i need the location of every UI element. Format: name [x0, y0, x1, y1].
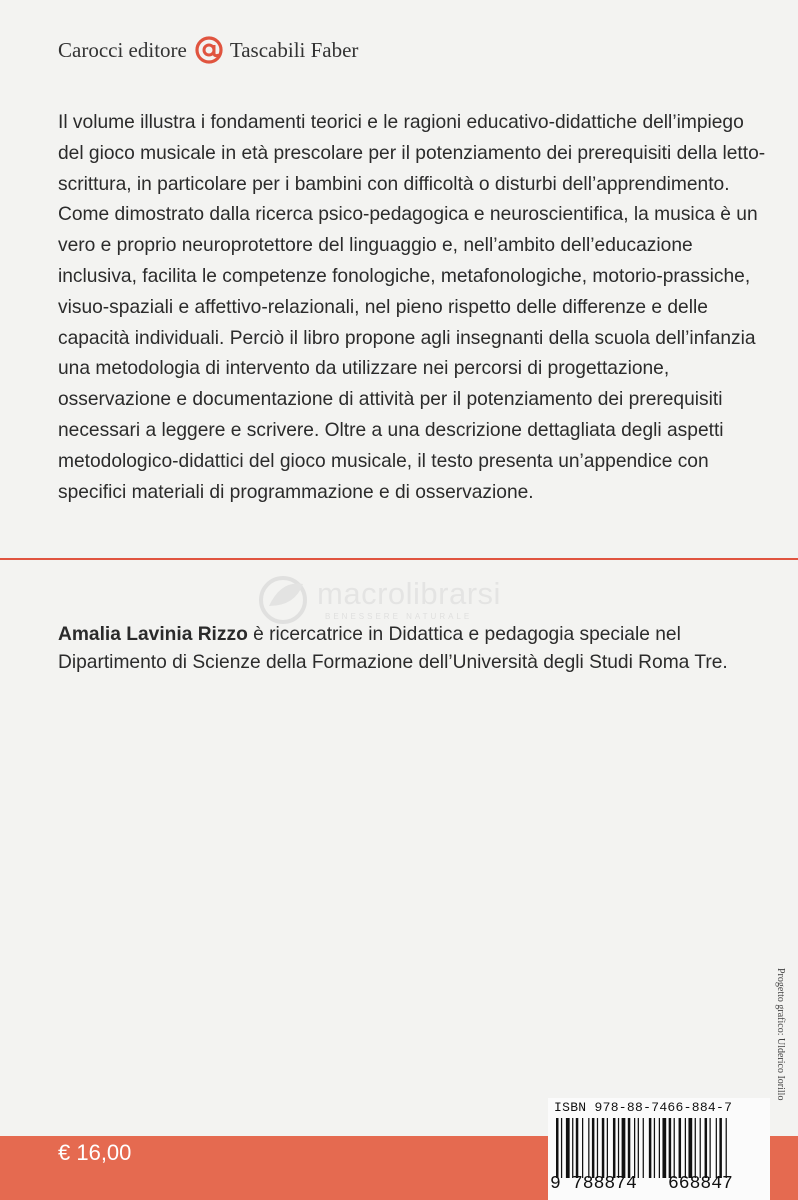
- price: € 16,00: [58, 1140, 132, 1165]
- barcode-bar: [602, 1118, 605, 1178]
- barcode-bar: [669, 1118, 672, 1178]
- barcode-bar: [566, 1118, 570, 1178]
- barcode-bar: [628, 1118, 631, 1178]
- barcode-bar: [688, 1118, 692, 1178]
- series-name: Tascabili Faber: [229, 37, 359, 62]
- leaf-logo-icon: [255, 572, 315, 628]
- design-credit: [773, 968, 789, 1108]
- barcode-bar: [643, 1118, 644, 1178]
- barcode-bar: [597, 1118, 598, 1178]
- barcode-bar: [576, 1118, 579, 1178]
- barcode-bar: [561, 1118, 562, 1178]
- barcode-bar: [654, 1118, 655, 1178]
- barcode-bar: [618, 1118, 619, 1178]
- barcode-bar: [634, 1118, 635, 1178]
- watermark-brand: macrolibrarsi: [317, 576, 501, 611]
- barcode-bar: [685, 1118, 686, 1178]
- barcode-bar: [674, 1118, 675, 1178]
- watermark-tagline: BENESSERE NATURALE: [325, 612, 473, 621]
- author-bio-text: è ricercatrice in Didattica e pedagogia speciale nel Dipartimento di Scienze della Formazione dell’Università degli Studi Roma Tre.: [58, 624, 728, 673]
- barcode-bar: [710, 1118, 711, 1178]
- barcode-area: [548, 1098, 770, 1200]
- barcode-bar: [556, 1118, 559, 1178]
- isbn-label: ISBN 978-88-7466-884-7: [554, 1100, 733, 1115]
- section-divider: [0, 558, 798, 560]
- barcode-bar: [679, 1118, 682, 1178]
- barcode-digits-right: 668847: [668, 1174, 733, 1194]
- barcode-bar: [662, 1118, 666, 1178]
- barcode-bar: [613, 1118, 616, 1178]
- barcode-bar: [622, 1118, 626, 1178]
- barcode-bar: [719, 1118, 722, 1178]
- author-bio: [58, 621, 778, 677]
- book-description: [58, 108, 770, 508]
- barcode-bar: [695, 1118, 696, 1178]
- cover-header: [58, 36, 358, 64]
- barcode-bar: [716, 1118, 717, 1178]
- barcode-bar: [638, 1118, 639, 1178]
- barcode-bar: [726, 1118, 727, 1178]
- description-paragraph: Il volume illustra i fondamenti teorici e le ragioni educativo-didattiche dell’impiego del gioco musicale in età prescolare per il potenziamento dei prerequisiti della letto-scrittura, in particolare per i bambini con difficoltà o disturbi dell’apprendimento. Come dimostrato dalla ricerca psico-pedagogica e neuroscientifica, la musica è un vero e proprio neuroprotettore del linguaggio e, nell’ambito dell’educazione inclusiva, facilita le competenze fonologiche, metafonologiche, motorio-prassiche, visuo-spaziali e affettivo-relazionali, nel pieno rispetto delle differenze e delle capacità individuali. Perciò il libro propone agli insegnanti della scuola dell’infanzia una metodologia di intervento da utilizzare nei percorsi di progettazione, osservazione e documentazione di attività per il potenziamento dei prerequisiti necessari a leggere e scrivere. Oltre a una descrizione dettagliata degli aspetti metodologico-didattici del gioco musicale, il testo presenta un’appendice con specifici materiali di programmazione e di osservazione.: [58, 112, 766, 503]
- barcode-bar: [588, 1118, 589, 1178]
- barcode-bars: [556, 1118, 762, 1178]
- barcode-bar: [700, 1118, 701, 1178]
- barcode-bar: [592, 1118, 595, 1178]
- barcode-bar: [582, 1118, 583, 1178]
- barcode-digits-left: 788874: [572, 1174, 637, 1194]
- barcode-bar: [649, 1118, 652, 1178]
- barcode-bar: [572, 1118, 573, 1178]
- author-name: Amalia Lavinia Rizzo: [58, 624, 248, 645]
- publisher-name: Carocci editore: [58, 37, 187, 62]
- at-sign-logo-icon: [195, 36, 223, 64]
- barcode-bar: [705, 1118, 708, 1178]
- design-credit-text: Progetto grafico: Ulderico Iorillo: [775, 968, 786, 1101]
- barcode-bar: [607, 1118, 608, 1178]
- barcode-digit-first: 9: [550, 1174, 561, 1194]
- barcode-bar: [659, 1118, 660, 1178]
